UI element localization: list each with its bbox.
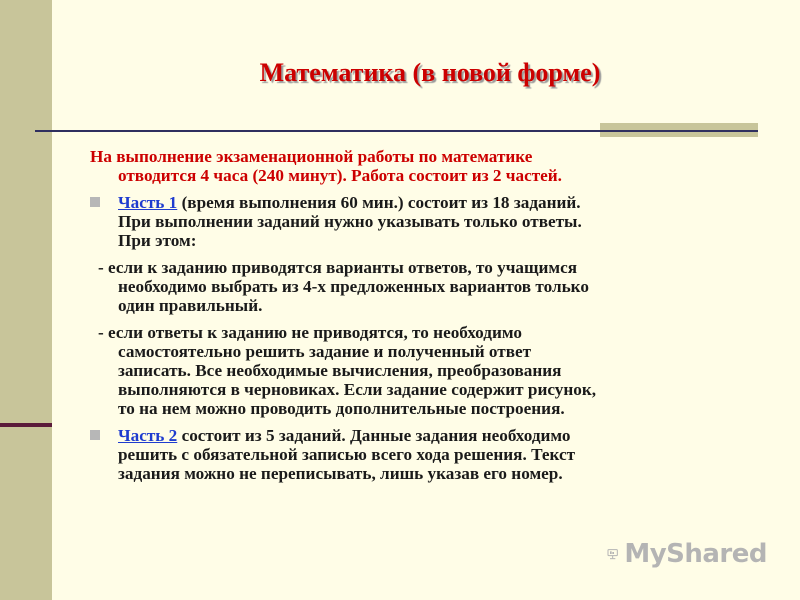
dash-2-line-5: то на нем можно проводить дополнительные построения. xyxy=(118,399,565,418)
dash-2-line-2: самостоятельно решить задание и полученный ответ xyxy=(118,342,532,361)
dash-1-line-2: необходимо выбрать из 4-х предложенных вариантов только xyxy=(118,277,589,296)
dash-item-no-variants xyxy=(90,323,760,418)
part-2-link[interactable]: Часть 2 xyxy=(118,426,178,445)
bullet-part-2 xyxy=(90,426,760,483)
divider-accent-block xyxy=(600,123,758,137)
slide-body xyxy=(90,147,760,491)
left-decor-bar xyxy=(0,0,52,600)
intro-paragraph xyxy=(90,147,760,185)
intro-line-1: На выполнение экзаменационной работы по математике xyxy=(90,147,533,166)
square-bullet-icon xyxy=(90,197,100,207)
dash-2-line-1: - если ответы к заданию не приводятся, то необходимо xyxy=(98,323,522,342)
part-1-line-1: (время выполнения 60 мин.) состоит из 18 заданий. xyxy=(177,193,581,212)
part-2-line-2: решить с обязательной записью всего хода решения. Текст xyxy=(118,445,576,464)
bullet-part-1 xyxy=(90,193,760,250)
square-bullet-icon xyxy=(90,430,100,440)
presentation-board-icon xyxy=(607,537,618,571)
part-2-line-1: состоит из 5 заданий. Данные задания необходимо xyxy=(177,426,571,445)
part-1-line-2: При выполнении заданий нужно указывать только ответы. xyxy=(118,212,582,231)
slide-title: Математика (в новой форме) xyxy=(259,58,601,87)
watermark-text: MyShared xyxy=(624,539,767,569)
divider-accent-line xyxy=(600,130,758,132)
part-1-line-3: При этом: xyxy=(118,231,197,250)
dash-1-line-3: один правильный. xyxy=(118,296,263,315)
intro-line-2: отводится 4 часа (240 минут). Работа состоит из 2 частей. xyxy=(118,166,562,185)
myshared-watermark xyxy=(607,536,767,572)
dash-2-line-4: выполняются в черновиках. Если задание содержит рисунок, xyxy=(118,380,597,399)
part-1-link[interactable]: Часть 1 xyxy=(118,193,178,212)
left-decor-stripe xyxy=(0,423,52,427)
dash-1-line-1: - если к заданию приводятся варианты ответов, то учащимся xyxy=(98,258,578,277)
dash-2-line-3: записать. Все необходимые вычисления, преобразования xyxy=(118,361,562,380)
dash-item-variants xyxy=(90,258,760,315)
part-2-line-3: задания можно не переписывать, лишь указав его номер. xyxy=(118,464,563,483)
